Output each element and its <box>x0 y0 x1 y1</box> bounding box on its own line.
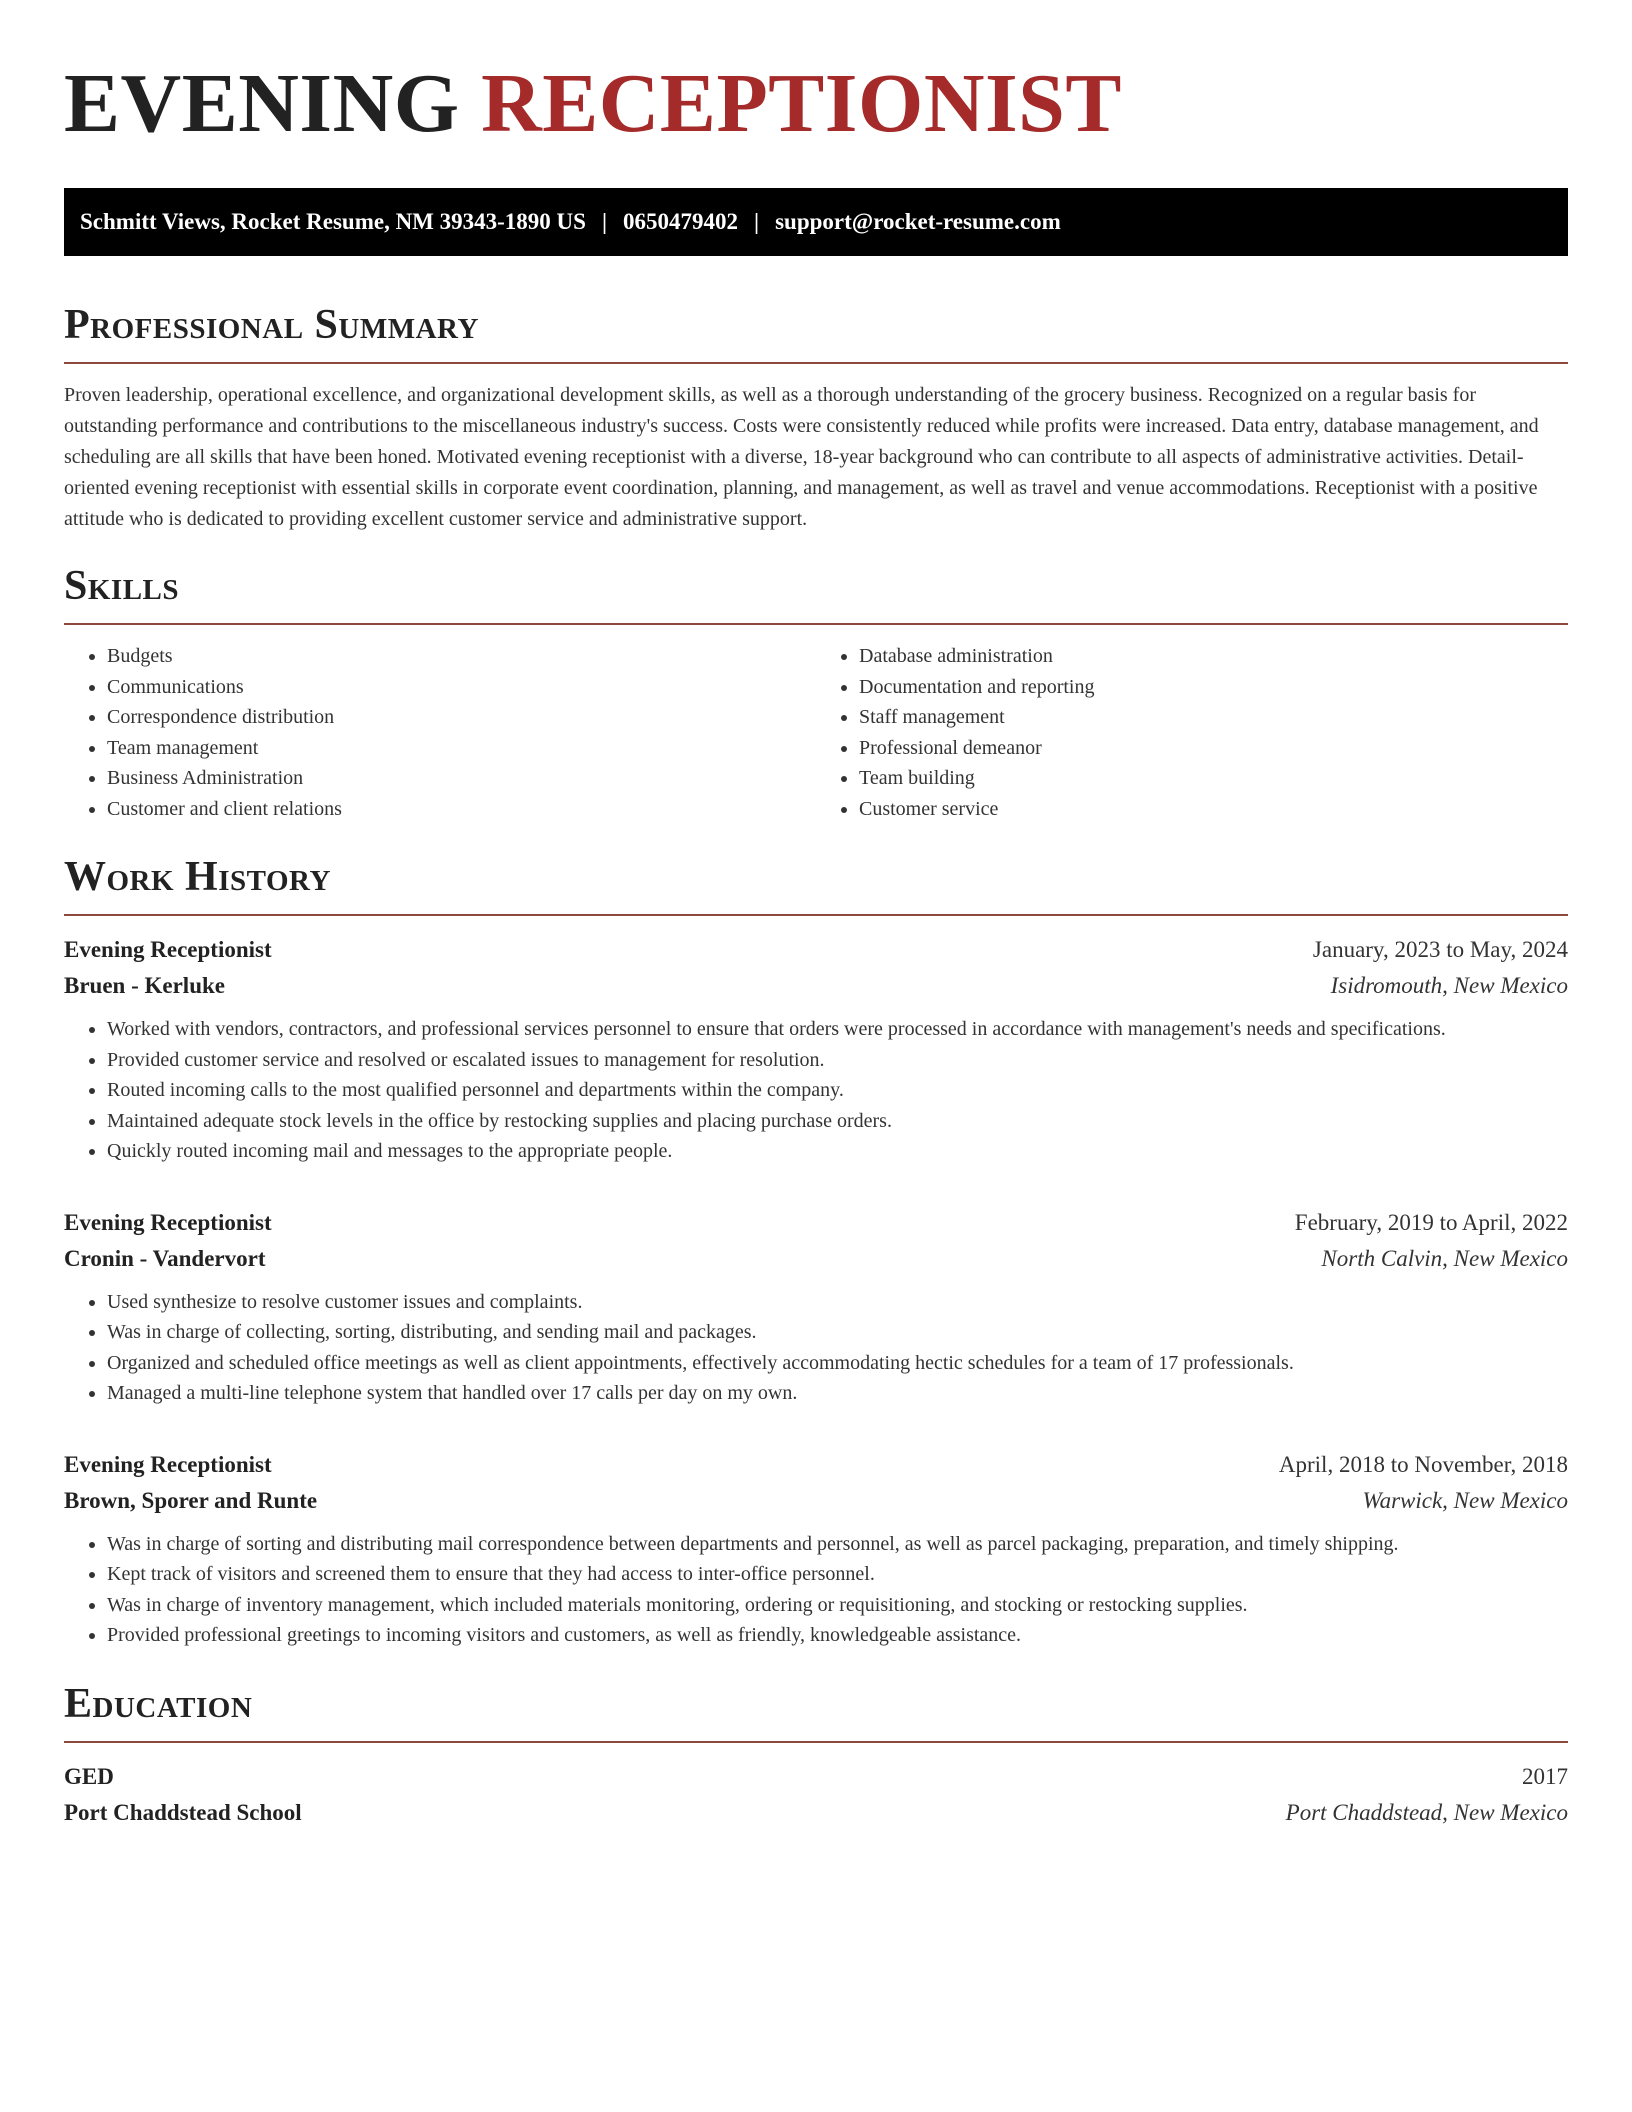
skills-column-right <box>816 641 1568 824</box>
job-company-row <box>64 1483 1568 1519</box>
contact-separator: | <box>754 209 760 234</box>
education-heading: Education <box>64 1680 253 1727</box>
title-second-word: RECEPTIONIST <box>481 57 1122 150</box>
section-divider <box>64 1741 1568 1743</box>
skills-column-left <box>64 641 816 824</box>
section-divider <box>64 362 1568 364</box>
skills-heading: Skills <box>64 563 180 609</box>
job-dates: February, 2019 to April, 2022 <box>1294 1209 1568 1235</box>
education-header-row <box>64 1759 1568 1795</box>
skill-item: • Professional demeanor <box>859 733 1568 764</box>
skill-item: • Communications <box>107 672 816 703</box>
job-bullet: • Was in charge of collecting, sorting, distributing, and sending mail and packages. <box>107 1317 1568 1348</box>
job-bullet: • Was in charge of sorting and distributing mail correspondence between departments and personnel, as well as parcel packaging, preparation, and timely shipping. <box>107 1529 1568 1560</box>
section-divider <box>64 914 1568 916</box>
job-header-row <box>64 932 1568 968</box>
job-bullet: • Maintained adequate stock levels in the office by restocking supplies and placing purchase orders. <box>107 1106 1568 1137</box>
job-bullet: • Kept track of visitors and screened them to ensure that they had access to inter-office personnel. <box>107 1559 1568 1590</box>
work-section <box>64 852 1568 1651</box>
contact-bar <box>64 188 1568 256</box>
job-title: Evening Receptionist <box>64 937 272 962</box>
skill-item: • Business Administration <box>107 763 816 794</box>
job-entry <box>64 1447 1568 1651</box>
title-first-word: EVENING <box>64 57 460 150</box>
job-company-row <box>64 1241 1568 1277</box>
education-school: Port Chaddstead School <box>64 1799 302 1825</box>
job-bullets <box>64 1529 1568 1651</box>
job-entry <box>64 1205 1568 1409</box>
job-header-row <box>64 1205 1568 1241</box>
job-title: Evening Receptionist <box>64 1451 272 1477</box>
job-bullets <box>64 1014 1568 1167</box>
education-degree: GED <box>64 1763 114 1789</box>
skill-item: • Correspondence distribution <box>107 702 816 733</box>
job-company-row <box>64 968 1568 1004</box>
resume-title <box>64 56 1568 152</box>
job-dates: January, 2023 to May, 2024 <box>1312 937 1568 962</box>
job-bullet: • Was in charge of inventory management, which included materials monitoring, ordering or requisitioning, and stocking or restocking supplies. <box>107 1590 1568 1621</box>
contact-email: support@rocket-resume.com <box>775 209 1061 234</box>
job-dates: April, 2018 to November, 2018 <box>1278 1451 1568 1477</box>
education-school-row <box>64 1795 1568 1831</box>
job-bullet: • Routed incoming calls to the most qualified personnel and departments within the company. <box>107 1075 1568 1106</box>
contact-separator: | <box>601 209 608 234</box>
job-bullet: • Provided customer service and resolved or escalated issues to management for resolution. <box>107 1045 1568 1076</box>
job-bullet: • Used synthesize to resolve customer issues and complaints. <box>107 1287 1568 1318</box>
summary-heading: Professional Summary <box>64 302 479 348</box>
job-bullet: • Organized and scheduled office meetings as well as client appointments, effectively accommodating hectic schedules for a team of 17 professionals. <box>107 1348 1568 1379</box>
section-divider <box>64 623 1568 625</box>
skill-item: • Documentation and reporting <box>859 672 1568 703</box>
skill-item: • Team building <box>859 763 1568 794</box>
job-entry <box>64 932 1568 1167</box>
job-company: Bruen - Kerluke <box>64 973 225 998</box>
job-location: Warwick, New Mexico <box>1362 1487 1568 1513</box>
job-company: Cronin - Vandervort <box>64 1245 266 1271</box>
education-year: 2017 <box>1522 1763 1568 1789</box>
job-location: North Calvin, New Mexico <box>1321 1245 1568 1271</box>
job-bullet: • Provided professional greetings to incoming visitors and customers, as well as friendly, knowledgeable assistance. <box>107 1620 1568 1651</box>
job-bullet: • Worked with vendors, contractors, and professional services personnel to ensure that orders were processed in accordance with management's needs and specifications. <box>107 1014 1568 1045</box>
skills-list <box>64 641 1568 824</box>
summary-section <box>64 300 1568 535</box>
skill-item: • Staff management <box>859 702 1568 733</box>
skill-item: • Budgets <box>107 641 816 672</box>
job-header-row <box>64 1447 1568 1483</box>
job-title: Evening Receptionist <box>64 1209 272 1235</box>
skill-item: • Team management <box>107 733 816 764</box>
education-section <box>64 1679 1568 1831</box>
work-heading: Work History <box>64 854 331 900</box>
job-bullets <box>64 1287 1568 1409</box>
contact-phone: 0650479402 <box>623 209 739 234</box>
skills-section <box>64 561 1568 824</box>
job-bullet: • Managed a multi-line telephone system that handled over 17 calls per day on my own. <box>107 1378 1568 1409</box>
summary-text: Proven leadership, operational excellence, and organizational development skills, as well as a thorough understanding of the grocery business. Recognized on a regular basis for outstanding performance and contributions to the miscellaneous industry's success. Costs were consistently reduced while profits were increased. Data entry, database management, and scheduling are all skills that have been honed. Motivated evening receptionist with a diverse, 18-year background who can contribute to all aspects of administrative activities. Detail-oriented evening receptionist with essential skills in corporate event coordination, planning, and management, as well as travel and venue accommodations. Receptionist with a positive attitude who is dedicated to providing excellent customer service and administrative support. <box>64 384 1539 530</box>
job-bullet: • Quickly routed incoming mail and messages to the appropriate people. <box>107 1136 1568 1167</box>
job-location: Isidromouth, New Mexico <box>1330 973 1568 998</box>
skill-item: • Customer and client relations <box>107 794 816 825</box>
education-location: Port Chaddstead, New Mexico <box>1285 1799 1568 1825</box>
contact-address: Schmitt Views, Rocket Resume, NM 39343-1890 US <box>80 209 586 234</box>
job-company: Brown, Sporer and Runte <box>64 1487 318 1513</box>
skill-item: • Database administration <box>859 641 1568 672</box>
skill-item: • Customer service <box>859 794 1568 825</box>
